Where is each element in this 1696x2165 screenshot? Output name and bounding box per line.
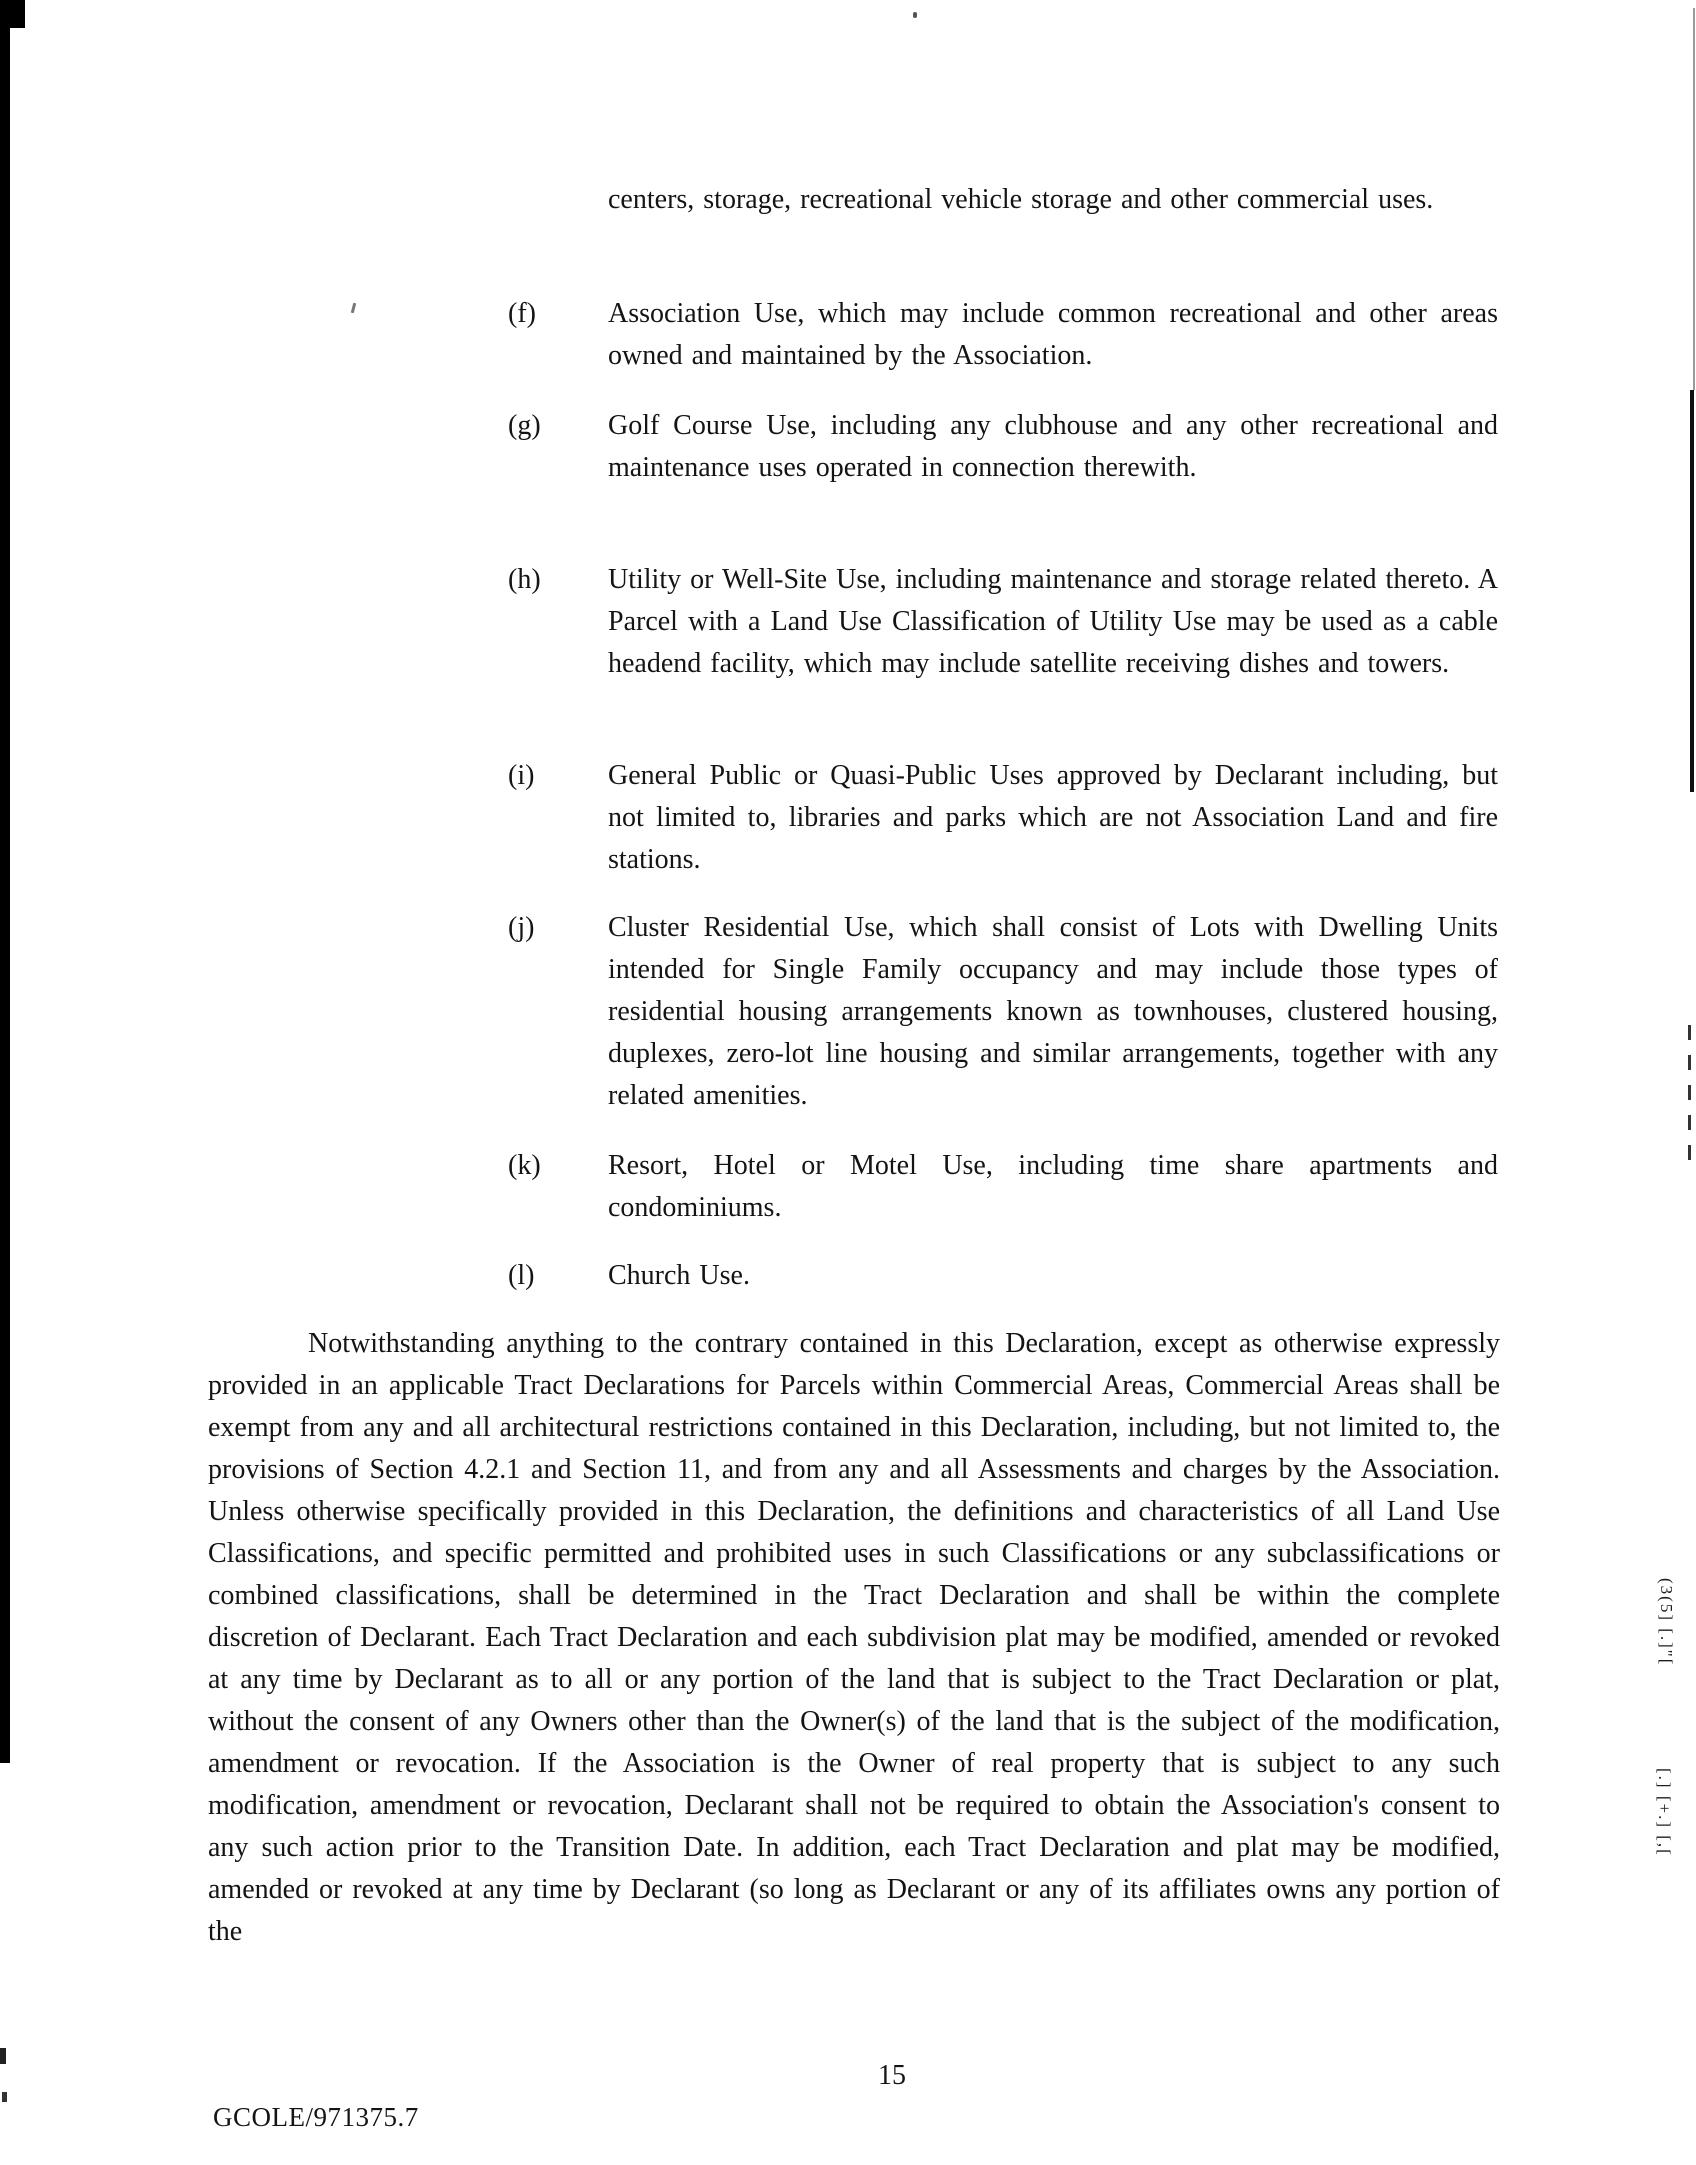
scan-artifact-mark: (3(5] [.]"[ xyxy=(1657,1578,1676,1667)
list-item-label: (f) xyxy=(508,298,536,329)
scan-speck xyxy=(351,303,356,313)
list-item-h xyxy=(508,559,1498,685)
list-item-label: (l) xyxy=(508,1260,535,1291)
scan-left-edge-tick xyxy=(0,2048,6,2064)
list-item-label: (g) xyxy=(508,410,541,441)
scan-right-edge-line xyxy=(1693,8,1695,390)
list-item-k xyxy=(508,1145,1498,1229)
paragraph-continuation: centers, storage, recreational vehicle storage and other commercial uses. xyxy=(608,184,1434,215)
scan-left-edge-bar xyxy=(0,0,10,1763)
list-item-l xyxy=(508,1255,1498,1297)
scan-left-edge-tick xyxy=(2,2092,7,2102)
list-item-label: (i) xyxy=(508,760,535,791)
scan-left-edge-top-block xyxy=(0,0,25,28)
list-item-i xyxy=(508,755,1498,881)
document-reference-number: GCOLE/971375.7 xyxy=(213,2102,419,2132)
scan-artifact-mark: [.] [+.] [,[ xyxy=(1655,1768,1674,1857)
list-item-text: Church Use. xyxy=(608,1260,750,1291)
list-item-f xyxy=(508,293,1498,377)
list-item-label: (j) xyxy=(508,912,535,943)
list-item-label: (h) xyxy=(508,564,541,595)
list-item-j xyxy=(508,907,1498,1117)
page-number: 15 xyxy=(878,2060,906,2091)
list-item-text: General Public or Quasi-Public Uses approved by Declarant including, but not limited to, libraries and parks which are not Association Land and fire stations. xyxy=(608,760,1498,875)
list-item-label: (k) xyxy=(508,1150,541,1181)
scan-right-edge-dashes xyxy=(1688,1025,1691,1175)
list-item-text: Cluster Residential Use, which shall consist of Lots with Dwelling Units intended for Single Family occupancy and may include those types of residential housing arrangements known as townhouses, clustered housing, duplexes, zero-lot line housing and similar arrangements, together with any related amenities. xyxy=(608,912,1498,1111)
scan-speck xyxy=(913,12,917,18)
list-item-text: Association Use, which may include common recreational and other areas owned and maintained by the Association. xyxy=(608,298,1498,371)
list-item-text: Utility or Well-Site Use, including maintenance and storage related thereto. A Parcel with a Land Use Classification of Utility Use may be used as a cable headend facility, which may include satellite receiving dishes and towers. xyxy=(608,564,1498,679)
list-item-text: Resort, Hotel or Motel Use, including time share apartments and condominiums. xyxy=(608,1150,1498,1223)
list-item-text: Golf Course Use, including any clubhouse and any other recreational and maintenance uses operated in connection therewith. xyxy=(608,410,1498,483)
list-item-g xyxy=(508,405,1498,489)
body-paragraph: Notwithstanding anything to the contrary contained in this Declaration, except as otherwise expressly provided in an applicable Tract Declarations for Parcels within Commercial Areas, Commercial Areas shall be exempt from any and all architectural restrictions contained in this Declaration, including, but not limited to, the provisions of Section 4.2.1 and Section 11, and from any and all Assessments and charges by the Association. Unless otherwise specifically provided in this Declaration, the definitions and characteristics of all Land Use Classifications, and specific permitted and prohibited uses in such Classifications or any subclassifications or combined classifications, shall be determined in the Tract Declaration and shall be within the complete discretion of Declarant. Each Tract Declaration and each subdivision plat may be modified, amended or revoked at any time by Declarant as to all or any portion of the land that is subject to the Tract Declaration or plat, without the consent of any Owners other than the Owner(s) of the land that is the subject of the modification, amendment or revocation. If the Association is the Owner of real property that is subject to any such modification, amendment or revocation, Declarant shall not be required to obtain the Association's consent to any such action prior to the Transition Date. In addition, each Tract Declaration and plat may be modified, amended or revoked at any time by Declarant (so long as Declarant or any of its affiliates owns any portion of the xyxy=(208,1328,1500,1947)
scan-right-edge-line xyxy=(1690,390,1694,792)
